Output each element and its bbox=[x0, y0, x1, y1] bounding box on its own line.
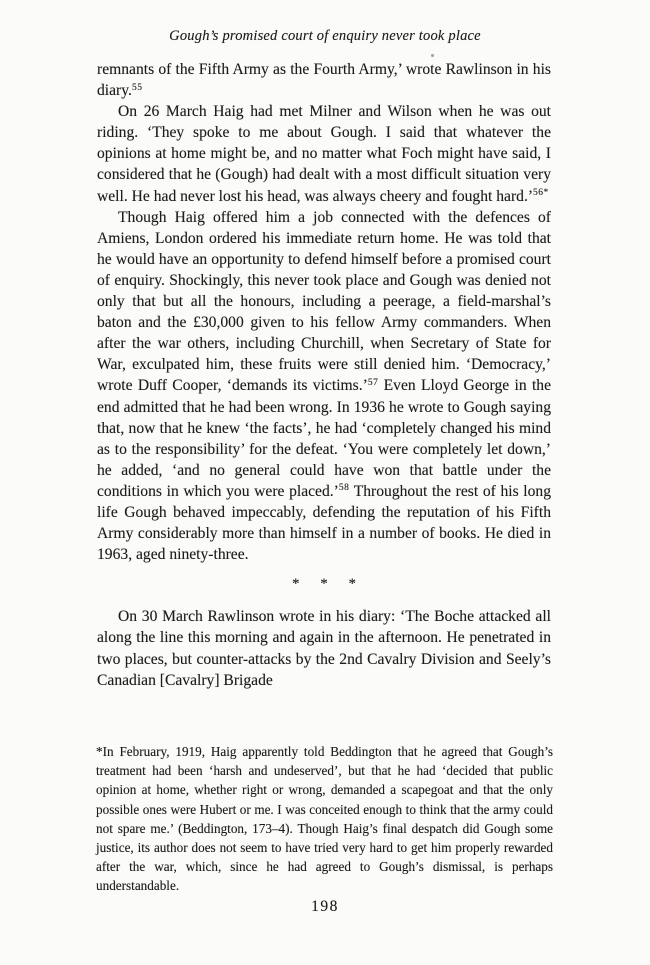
footnote-reference: 58 bbox=[338, 483, 350, 494]
paragraph: On 26 March Haig had met Milner and Wilson when he was out riding. ‘They spoke to me about Gough. I said that whatever the opinions at home might be, and no matter what Foch might have said, I considered that he (Gough) had dealt with a most difficult situation very well. He had never lost his head, was always cheery and fought hard.’$^{56*}$ bbox=[97, 103, 551, 205]
page-number: 198 bbox=[311, 898, 339, 915]
paragraph: remnants of the Fifth Army as the Fourth Army,’ wrote Rawlinson in his diary.$^{55}$ bbox=[97, 61, 551, 100]
paragraph: Though Haig offered him a job connected with the defences of Amiens, London ordered his immediate return home. He was told that he would have an opportunity to defend himself before a promised court of enquiry. Shockingly, this never took place and Gough was denied not only that but all the honours, including a peerage, a field-marshal’s baton and the £30,000 given to his fellow Army commanders. When after the war others, including Churchill, when Secretary of State for War, exculpated him, these fruits were still denied him. ‘Democracy,’ wrote Duff Cooper, ‘demands its victims.’$^{57}$ Even Lloyd George in the end admitted that he had been wrong. In 1936 he wrote to Gough saying that, now that he knew ‘the facts’, he had ‘completely changed his mind as to the responsibility’ for the defeat. ‘You were completely let down,’ he added, ‘and no general could have won that battle under the conditions in which you were placed.’$^{58}$ Throughout the rest of his long life Gough behaved impeccably, defending the reputation of his Fifth Army considerably more than himself in a number of books. He died in 1963, aged ninety-three. bbox=[97, 208, 551, 564]
footnote-marker: * bbox=[96, 744, 103, 759]
section-break-asterisks: * * * bbox=[292, 576, 356, 593]
paragraph-group bbox=[97, 59, 551, 565]
paragraph: On 30 March Rawlinson wrote in his diary: ‘The Boche attacked all along the line this morning and again in the afternoon. He penetrated in two places, but counter-attacks by the 2nd Cavalry Division and Seely’s Canadian [Cavalry] Brigade bbox=[97, 608, 551, 689]
footnote-reference: 57 bbox=[367, 377, 379, 388]
scan-speck bbox=[431, 54, 434, 57]
footnote-reference: 55 bbox=[131, 82, 143, 93]
main-text bbox=[97, 59, 551, 691]
paragraph-group-continued bbox=[97, 606, 551, 690]
footnote bbox=[96, 742, 553, 896]
footnote-text: In February, 1919, Haig apparently told Beddington that he agreed that Gough’s treatment had been ‘harsh and undeserved’, but that he had ‘decided that public opinion at home, whether right or wrong, demanded a scapegoat and that the only possible ones were Hubert or me. I was conceited enough to think that the army could not spare me.’ (Beddington, 173–4). Though Haig’s final despatch did Gough some justice, its author does not seem to have tried very hard to get him properly rewarded after the war, which, since he had agreed to Gough’s dismissal, is perhaps understandable. bbox=[96, 744, 553, 894]
footnote-reference: 56* bbox=[533, 188, 549, 199]
running-header: Gough’s promised court of enquiry never took place bbox=[169, 28, 481, 44]
